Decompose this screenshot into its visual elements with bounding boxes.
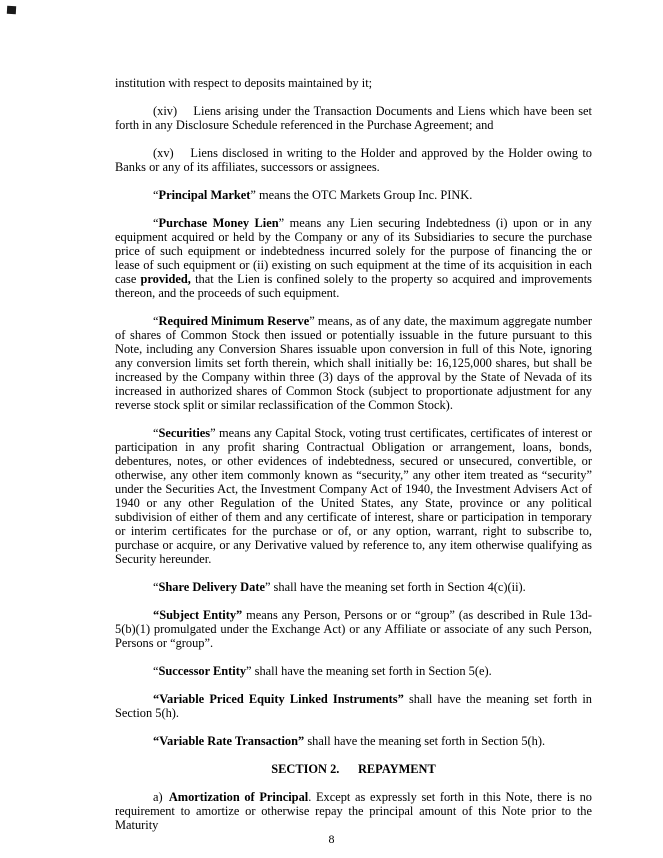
paragraph [115, 692, 592, 720]
text-run: “ [153, 580, 159, 594]
bold-text-run: Securities [158, 426, 211, 440]
text-run: “ [153, 314, 159, 328]
bold-text-run: “Variable Priced Equity Linked Instruments” [153, 692, 404, 706]
text-run: ” means any Capital Stock, voting trust certificates, certificates of interest or participation in any profit sharing Contractual Obligation or arrangement, loans, bonds, debentures, notes, or other evidences of indebtedness, secured or unsecured, convertible, or otherwise, any other item commonly known as “security,” any other item treated as “security” under the Securities Act, the Investment Company Act of 1940, the Investment Advisers Act of 1940 or any other Regulation of the United States, any State, province or any political subdivision of either of them and any certificate of interest, share or participation in temporary or interim certificates for the purchase or of, or any option, warrant, right to subscribe to, purchase or acquire, or any Derivative valued by reference to, any item otherwise qualifying as Security hereunder. [115, 426, 592, 566]
paragraph [115, 426, 592, 566]
paragraph [115, 146, 592, 174]
paragraph [115, 664, 592, 678]
paragraph [115, 734, 592, 748]
bold-text-run: Principal Market [158, 188, 251, 202]
document-content [115, 76, 592, 846]
text-run: that the Lien is confined solely to the property so acquired and improvements thereon, and the proceeds of such equipment. [115, 272, 592, 300]
text-run: ” means, as of any date, the maximum aggregate number of shares of Common Stock then issued or potentially issuable in the future pursuant to this Note, including any Conversion Shares issuable upon conversion in full of this Note, ignoring any conversion limits set forth therein, which shall initially be: 16,125,000 shares, but shall be increased by the Company within three (3) days of the approval by the State of Nevada of its increased in authorized shares of Common Stock (subject to proportionate adjustment for any reverse stock split or similar reclassification of the Common Stock). [115, 314, 592, 412]
bold-text-run: Successor Entity [158, 664, 247, 678]
text-run: (xiv) Liens arising under the Transaction Documents and Liens which have been set forth in any Disclosure Schedule referenced in the Purchase Agreement; and [115, 104, 592, 132]
paragraph [115, 188, 592, 202]
text-run: a) [153, 790, 169, 804]
text-run: institution with respect to deposits maintained by it; [115, 76, 373, 90]
bold-text-run: provided, [140, 272, 191, 286]
bold-text-run: “Variable Rate Transaction” [153, 734, 305, 748]
text-run: “ [153, 188, 159, 202]
paragraph [115, 762, 592, 776]
text-run: shall have the meaning set forth in Section 5(h). [304, 734, 546, 748]
bold-text-run: SECTION 2. REPAYMENT [271, 762, 436, 776]
text-run: ” means any Lien securing Indebtedness (i) upon or in any equipment acquired or held by the Company or any of its Subsidiaries to secure the purchase price of such equipment or indebtedness incurred solely for the purpose of financing the or lease of such equipment or (ii) existing on such equipment at the time of its acquisition in each case [115, 216, 592, 286]
paragraph [115, 608, 592, 650]
paragraph [115, 104, 592, 132]
text-run: ” shall have the meaning set forth in Section 4(c)(ii). [264, 580, 526, 594]
text-run: “ [153, 664, 159, 678]
bold-text-run: Required Minimum Reserve [158, 314, 310, 328]
paragraph [115, 314, 592, 412]
text-run: “ [153, 216, 159, 230]
paragraph [115, 580, 592, 594]
paragraph [115, 76, 592, 90]
bold-text-run: Share Delivery Date [158, 580, 265, 594]
bold-text-run: Purchase Money Lien [158, 216, 279, 230]
bold-text-run: Amortization of Principal [168, 790, 309, 804]
text-run: . Except as expressly set forth in this Note, there is no requirement to amortize or otherwise repay the principal amount of this Note prior to the Maturity [115, 790, 592, 832]
text-run: (xv) Liens disclosed in writing to the Holder and approved by the Holder owing to Banks or any of its affiliates, successors or assignees. [115, 146, 592, 174]
text-run: ” shall have the meaning set forth in Section 5(e). [246, 664, 492, 678]
page-number: 8 [328, 832, 335, 846]
paragraph [115, 790, 592, 832]
text-run: ” means the OTC Markets Group Inc. PINK. [250, 188, 473, 202]
text-run: means any Person, Persons or or “group” (as described in Rule 13d-5(b)(1) promulgated under the Exchange Act) or any Affiliate or associate of any such Person, Persons or “group”. [115, 608, 592, 650]
text-run: “ [153, 426, 159, 440]
text-run: shall have the meaning set forth in Section 5(h). [115, 692, 593, 720]
paragraph [115, 216, 592, 300]
bold-text-run: “Subject Entity” [153, 608, 243, 622]
scan-artifact-mark [7, 6, 16, 14]
